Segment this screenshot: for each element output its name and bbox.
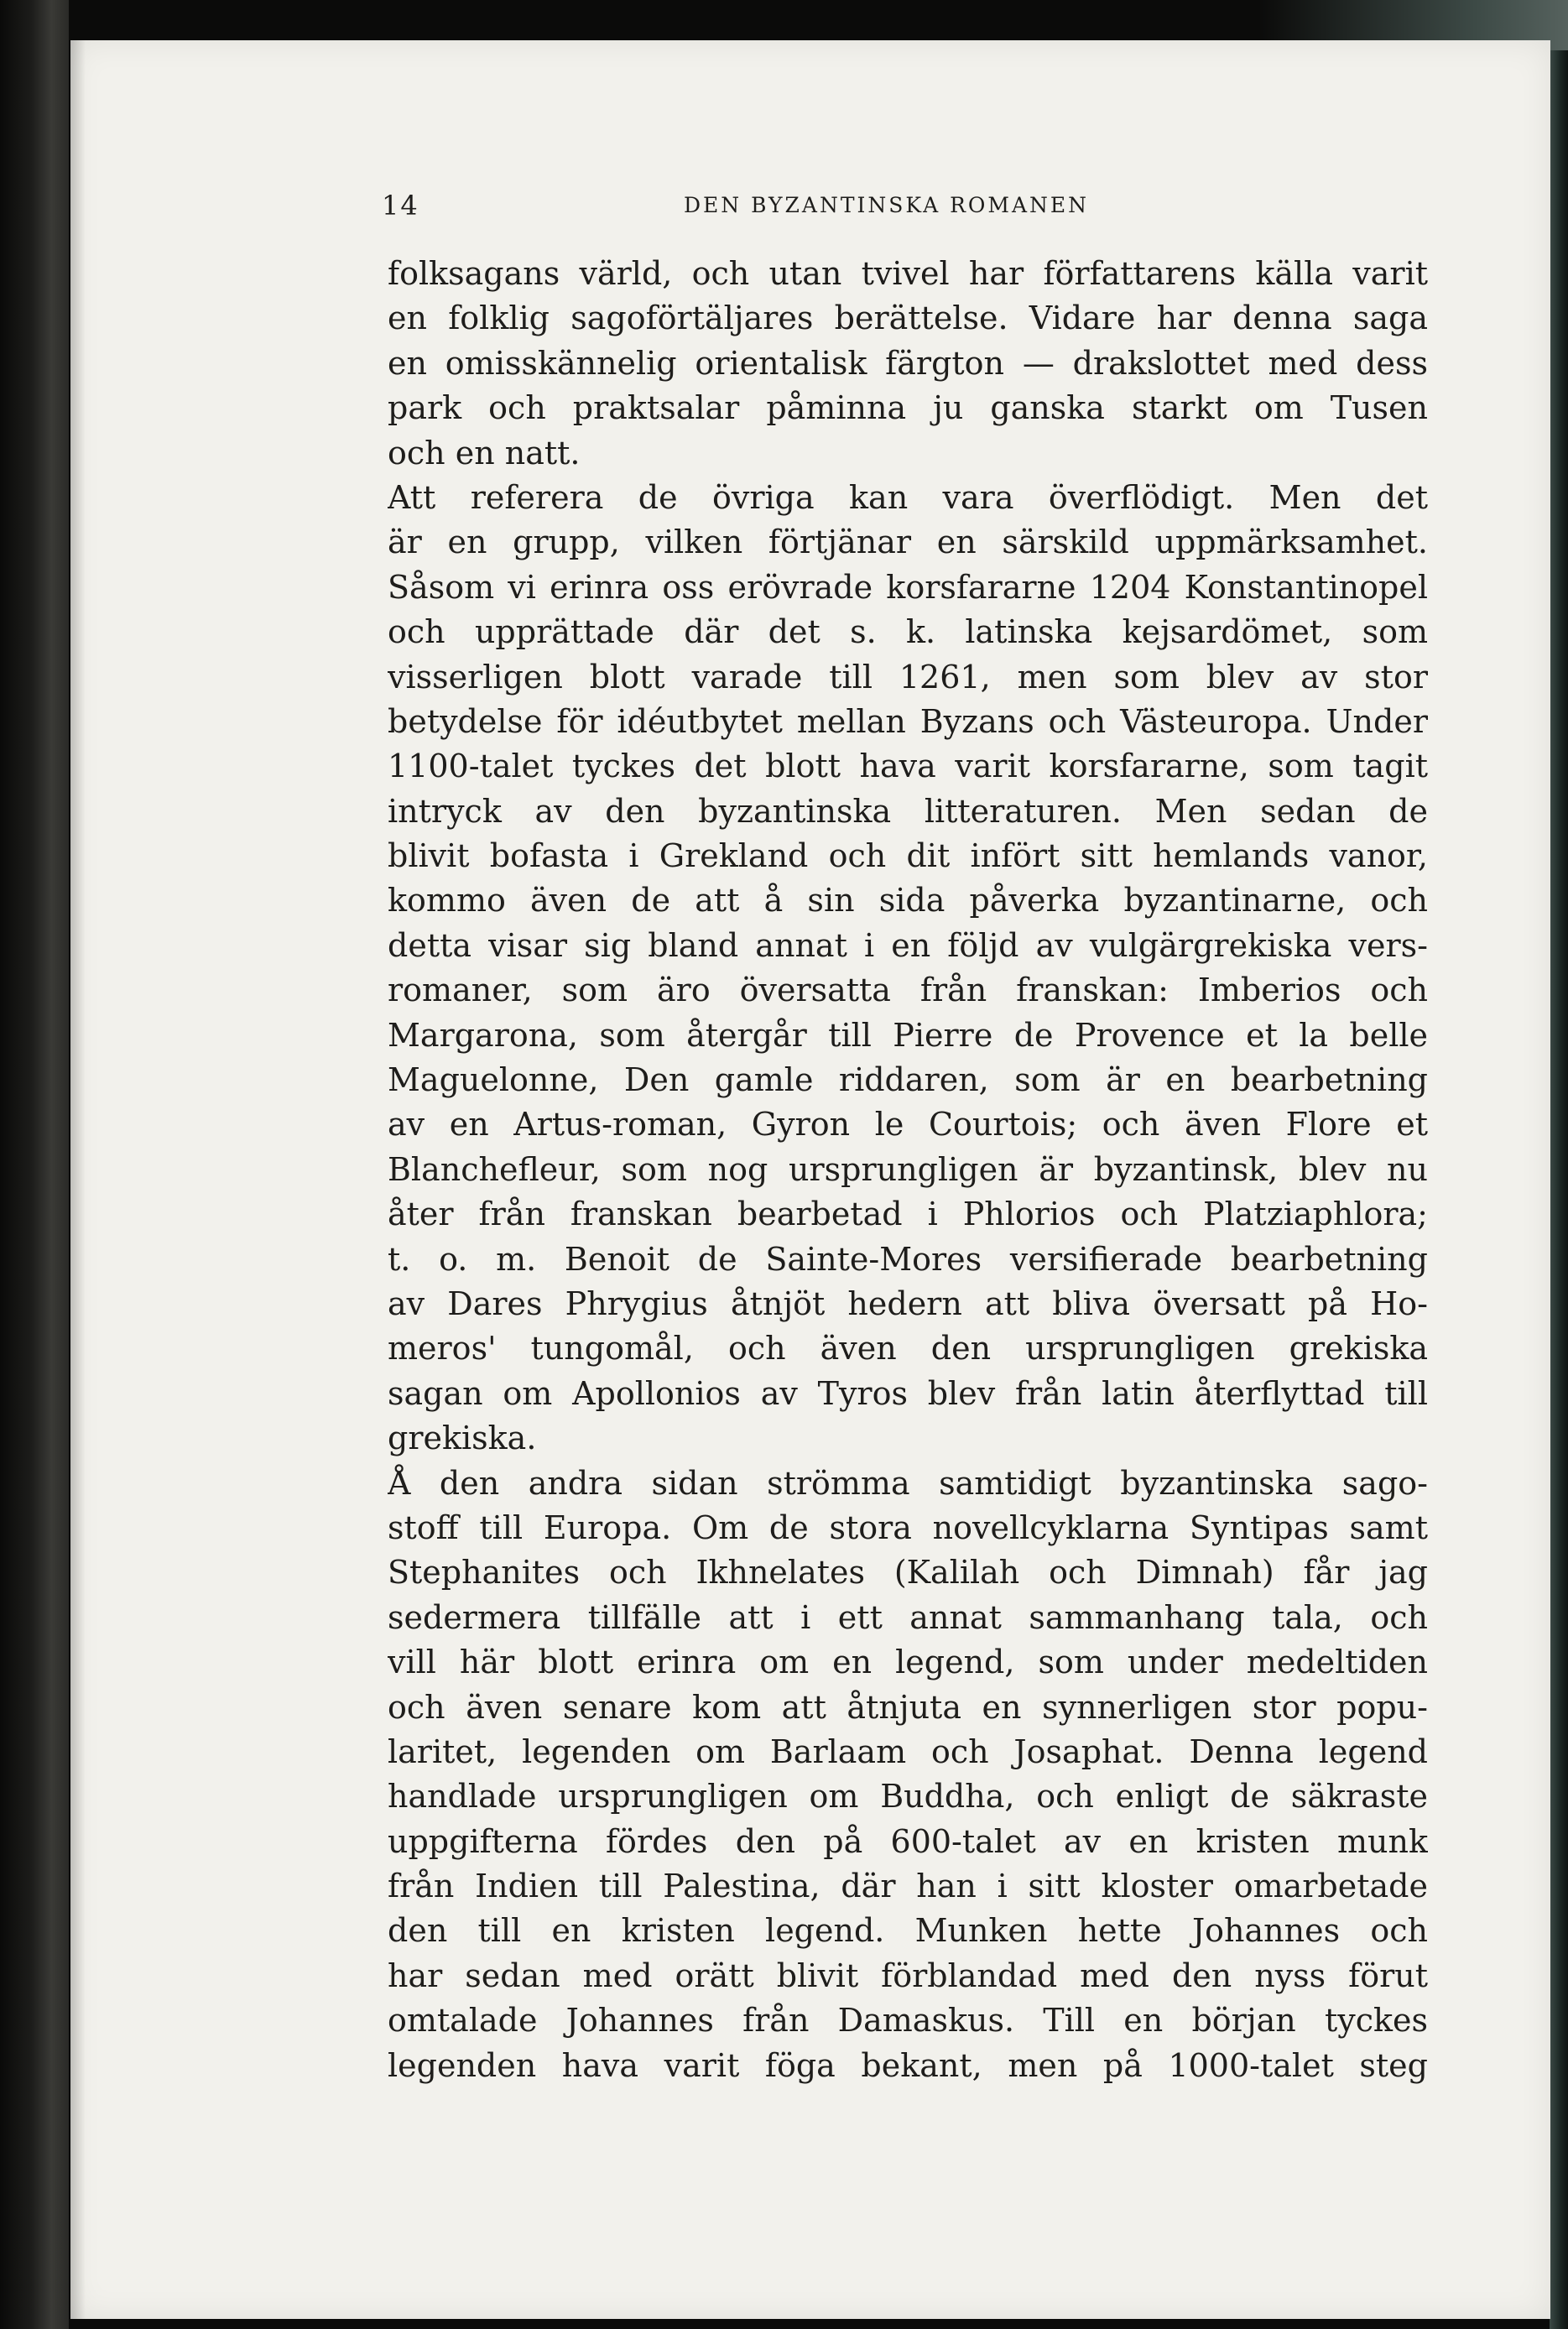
- text-line: legenden hava varit föga bekant, men på 1000-talet steg: [388, 2046, 1428, 2084]
- text-line: detta visar sig bland annat i en följd av vulgärgrekiska vers-: [388, 926, 1428, 964]
- text-line: av Dares Phrygius åtnjöt hedern att bliva översatt på Ho-: [388, 1284, 1428, 1322]
- text-line: handlade ursprungligen om Buddha, och enligt de säkraste: [388, 1778, 1428, 1816]
- running-head: [382, 190, 1429, 227]
- text-line: från Indien till Palestina, där han i sitt kloster omarbetade: [388, 1868, 1428, 1905]
- text-line: åter från franskan bearbetad i Phlorios och Platziaphlora;: [388, 1196, 1428, 1233]
- body-text: [388, 252, 1428, 2088]
- running-title: DEN BYZANTINSKA ROMANEN: [684, 193, 1090, 217]
- book-binding-left: [0, 0, 69, 2329]
- text-line: intryck av den byzantinska litteraturen. Men sedan de: [388, 792, 1428, 830]
- text-line: av en Artus-roman, Gyron le Courtois; och även Flore et: [388, 1106, 1428, 1144]
- text-line: visserligen blott varade till 1261, men som blev av stor: [388, 658, 1428, 696]
- text-line: 1100-talet tyckes det blott hava varit korsfararne, som tagit: [388, 748, 1428, 785]
- text-line: sagan om Apollonios av Tyros blev från latin återflyttad till: [388, 1374, 1428, 1412]
- text-line: laritet, legenden om Barlaam och Josaphat. Denna legend: [388, 1732, 1428, 1770]
- text-line: meros' tungomål, och även den ursprungligen grekiska: [388, 1330, 1428, 1368]
- page-number: 14: [382, 190, 419, 221]
- text-line: folksagans värld, och utan tvivel har författarens källa varit: [388, 255, 1428, 292]
- text-line: t. o. m. Benoit de Sainte-Mores versifierade bearbetning: [388, 1240, 1428, 1278]
- book-binding-right: [1550, 0, 1568, 2329]
- text-line: sedermera tillfälle att i ett annat sammanhang tala, och: [388, 1598, 1428, 1636]
- text-line: stoff till Europa. Om de stora novellcyklarna Syntipas samt: [388, 1508, 1428, 1546]
- text-line: är en grupp, vilken förtjänar en särskild uppmärksamhet.: [388, 524, 1428, 561]
- text-line: Margarona, som återgår till Pierre de Provence et la belle: [388, 1016, 1428, 1054]
- text-line: kommo även de att å sin sida påverka byzantinarne, och: [388, 882, 1428, 920]
- text-line: Blanchefleur, som nog ursprungligen är byzantinsk, blev nu: [388, 1150, 1428, 1188]
- text-line: en folklig sagoförtäljares berättelse. Vidare har denna saga: [388, 300, 1428, 337]
- text-line: en omisskännelig orientalisk färgton — drakslottet med dess: [388, 344, 1428, 382]
- text-line: Såsom vi erinra oss erövrade korsfararne 1204 Konstantinopel: [388, 568, 1428, 606]
- text-line: och även senare kom att åtnjuta en synnerligen stor popu-: [388, 1688, 1428, 1726]
- text-line: och en natt.: [388, 434, 581, 472]
- text-line: betydelse för idéutbytet mellan Byzans och Västeuropa. Under: [388, 702, 1428, 740]
- text-line: grekiska.: [388, 1420, 537, 1457]
- text-line: romaner, som äro översatta från franskan: Imberios och: [388, 972, 1428, 1009]
- text-line: den till en kristen legend. Munken hette Johannes och: [388, 1912, 1428, 1950]
- text-line: Stephanites och Ikhnelates (Kalilah och Dimnah) får jag: [388, 1554, 1428, 1592]
- text-line: omtalade Johannes från Damaskus. Till en början tyckes: [388, 2002, 1428, 2040]
- text-line: Maguelonne, Den gamle riddaren, som är en bearbetning: [388, 1061, 1428, 1099]
- text-line: Att referera de övriga kan vara överflödigt. Men det: [388, 478, 1428, 516]
- text-line: blivit bofasta i Grekland och dit infört sitt hemlands vanor,: [388, 837, 1428, 875]
- text-line: Å den andra sidan strömma samtidigt byzantinska sago-: [388, 1464, 1428, 1502]
- text-line: uppgifterna fördes den på 600-talet av en kristen munk: [388, 1822, 1428, 1860]
- text-line: park och praktsalar påminna ju ganska starkt om Tusen: [388, 389, 1428, 427]
- text-line: vill här blott erinra om en legend, som under medeltiden: [388, 1644, 1428, 1681]
- text-line: och upprättade där det s. k. latinska kejsardömet, som: [388, 613, 1428, 651]
- text-line: har sedan med orätt blivit förblandad med den nyss förut: [388, 1956, 1428, 1994]
